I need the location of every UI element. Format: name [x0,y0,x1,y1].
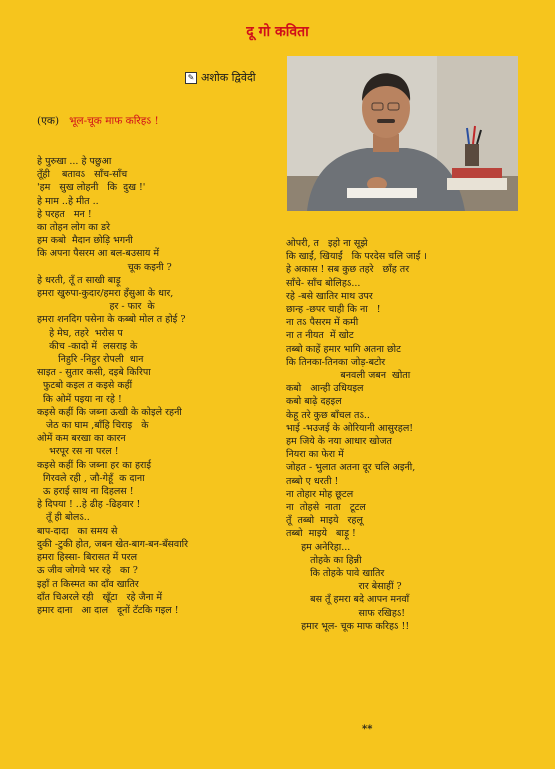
poem-line: रार बेसाहीं ? [286,581,402,593]
poem-line: हे दिपया ! ..हे ढीह -ढिहवार ! [37,499,141,511]
poem-line: हे धरती, तूँ त साखी बाड़ू [37,274,121,286]
poem-line: हे अकास ! सब कुछ तहरे छाँह तर [286,264,410,276]
poem-left-column [37,155,282,617]
poem-line: जेठ का घाम ,बाँहि चिराइ के [37,420,149,432]
poem-line: साँचे- साँच बोलिहऽ... [286,277,361,289]
poem-line: भाई -भउजई के ओरियानी आसुरहल! [286,422,414,434]
poem-line: गिरवले रही , जौ-गेहूँ क दाना [37,472,145,484]
poem-line: हम कबो मैदान छोड़ि भगनी [37,235,133,247]
poem-line: तब्बो काहें हमार भागि अतना छोट [286,343,401,355]
poem-line: ना तऽ पैसरम में कमी [286,317,359,329]
poem-line: ना तोहसे नाता टूटल [286,502,366,514]
poem-line: दुकी -टुकी होत, जबन खेत-बाग-बन-बँसवारि [37,538,189,550]
poem-line: हे पुरुखा ... हे पछुआ [37,156,112,167]
poem-number: (एक) [37,115,60,127]
poem-line: तूँही बतावऽ साँच-साँच [37,169,128,181]
poem-line: तब्बो ए धरती ! [286,475,339,487]
poem-line: निहुरि -निहुर रोपली धान [37,354,144,366]
poem-line: तब्बो माइये बाड़ू ! [286,528,356,540]
poem-line: साफ रखिहऽ! [286,607,406,619]
poem-line: का तोहन लोग का डरे [37,222,111,234]
poem-line: हे माम ..हे मीत .. [37,195,99,207]
poem-line: बाप-दादा का समय से [37,525,118,537]
poem-line: कइसे कहीं कि जब्ना हर का हराई [37,459,152,471]
poem-line: ऊ हराई साथ ना दिहलस ! [37,486,134,498]
poem-line: कबो आन्ही उधियइल [286,383,364,395]
poem-line: नियरा का फेरा में [286,449,344,461]
poem-line: केहू तरे कुछ बाँचल तऽ.. [286,409,370,421]
poem-line: ओपरी, त इहो ना सूझे [286,238,368,249]
poem-line: हे मेघ, तहरे भरोस प [37,327,123,339]
poem-line: दाँत चिअरले रही खूँटा रहे जैना में [37,591,162,603]
poem-line: बनवली जबन खोता [286,370,411,382]
poem-line: चूक कइनी ? [37,261,172,273]
poem-line: हमार भूल- चूक माफ करिहऽ !! [286,620,410,632]
poem-line: हमरा खुरुपा-कुदार/हमरा हँसुआ के धार, [37,288,174,300]
poem-line: कि खाईं, खियाईं कि परदेस चलि जाईं । [286,251,427,263]
poem-line: ओमें कम बरखा का कारन [37,433,126,445]
poem-line: हमार दाना आ दाल दूनों टॅटकि गइल ! [37,604,179,616]
poem-line: बस तूँ हमरा बदे आपन मनवाँ [286,594,410,606]
poem-line: फुटबो कइल त कइसे कहीं [37,380,133,392]
poem-line: हे परहत मन ! [37,208,92,220]
poem-line: कि तोहके पावे खातिर [286,568,385,580]
poem-line: हम अनेरिहा... [286,541,351,553]
author-photo [287,56,518,211]
poem-line: इहाँ त किस्मत का दाँव खातिर [37,578,139,590]
poem-line: कि अपना पैसरम आ बल-बउसाय में [37,248,160,260]
author-byline [185,70,256,85]
poem-line: कबो बाढ़े दहइल [286,396,342,408]
poem-line: कीच -कादो में लसराइ के [37,340,138,352]
poem-line: जोहत - भुलात अतना दूर चलि अइनी, [286,462,416,474]
poem-title: भूल-चूक माफ करिहऽ ! [69,115,159,127]
poem-line: कि तिनका-तिनका जोड़-बटोर [286,356,386,368]
poem-line: तोहके का हिन्नी [286,554,362,566]
poem-line: हर - फार के [37,301,155,313]
page-title: दू गो कविता [246,24,309,40]
poem-line: तूँ तब्बो माइये रहलू [286,515,363,527]
poem-right-column [286,237,546,633]
end-marker: ** [362,724,373,735]
poem-line: साइत - सुतार कसी, दइबे किरिपा [37,367,151,379]
poem-line: ना त नीयत में खोट [286,330,354,342]
poem-heading [37,114,159,128]
poem-line: हम जिये के नया आधार खोजत [286,436,392,448]
poem-line: 'हम सुख लोहनी कि दुख !' [37,182,146,194]
poem-line: भरपूर रस ना परल ! [37,446,119,458]
poem-line: कि ओमें पइया ना रहे ! [37,393,122,405]
poem-line: हमरा शनदिग पसेना के कब्बो मोल त होई ? [37,314,186,326]
poem-line: तूँ ही बोलऽ.. [37,512,90,524]
poem-line: रहे -बसे खातिर माथ उपर [286,290,373,302]
poem-line: हमरा हिस्सा- बिरासत में परल [37,552,138,564]
author-name: अशोक द्विवेदी [201,71,256,84]
poem-line: कइसे कहीं कि जब्ना ऊखी के कोइले रहनी [37,406,182,418]
poem-line: छान्ह -छपर चाही कि ना ! [286,304,381,316]
poem-line: ना तोहार मोह छूटल [286,488,354,500]
poem-line: ऊ जीव जोगवे भर रहे का ? [37,565,138,577]
pen-icon: ✎ [185,72,197,84]
